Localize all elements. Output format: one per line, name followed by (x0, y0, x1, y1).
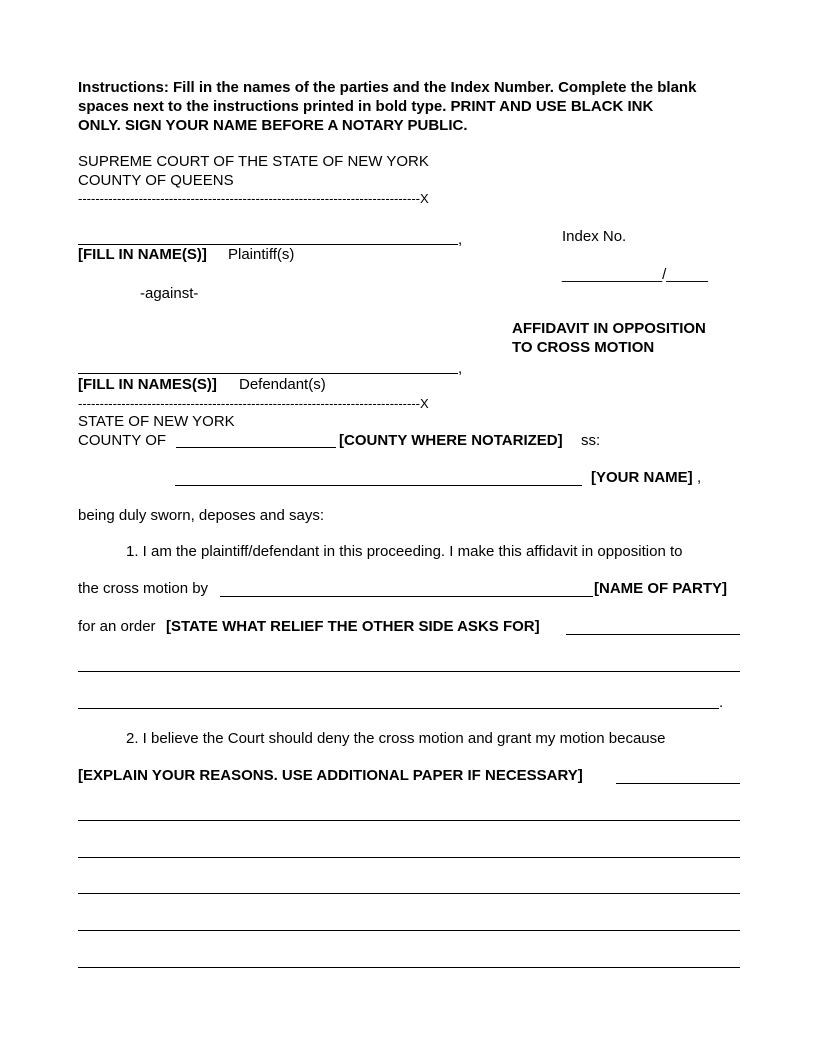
defendant-role: Defendant(s) (239, 376, 326, 393)
reasons-blank-4[interactable] (78, 893, 740, 894)
relief-period: . (719, 694, 724, 711)
paragraph-1-line-1: 1. I am the plaintiff/defendant in this proceeding. I make this affidavit in opposition to (126, 543, 683, 560)
index-number-blank[interactable]: ____________/_____ (562, 266, 708, 283)
against-label: -against- (140, 285, 199, 302)
paragraph-1-cross-motion-by: the cross motion by (78, 580, 209, 597)
document-title-line-1: AFFIDAVIT IN OPPOSITION (512, 320, 706, 337)
caption-separator-bottom: -------------------------------------------------------------------------------X (78, 396, 429, 411)
venue-county-label: COUNTY OF (78, 432, 167, 449)
relief-blank-1[interactable] (566, 634, 740, 635)
instructions-line-3: ONLY. SIGN YOUR NAME BEFORE A NOTARY PUBLIC. (78, 117, 468, 134)
instructions-line-1: Instructions: Fill in the names of the parties and the Index Number. Complete the blank (78, 79, 697, 96)
venue-ss: ss: (581, 432, 601, 449)
affiant-name-fill: [YOUR NAME] (591, 469, 693, 486)
paragraph-1-for-an-order: for an order (78, 618, 156, 635)
court-county: COUNTY OF QUEENS (78, 172, 234, 189)
paragraph-2-line-1: 2. I believe the Court should deny the cross motion and grant my motion because (126, 730, 666, 747)
reasons-blank-5[interactable] (78, 930, 740, 931)
index-label: Index No. (562, 228, 627, 245)
relief-blank-2[interactable] (78, 671, 740, 672)
plaintiff-role: Plaintiff(s) (228, 246, 295, 263)
caption-separator-top: -------------------------------------------------------------------------------X (78, 191, 429, 206)
sworn-statement: being duly sworn, deposes and says: (78, 507, 324, 524)
venue-state: STATE OF NEW YORK (78, 413, 235, 430)
reasons-blank-2[interactable] (78, 820, 740, 821)
defendant-name-blank[interactable] (78, 373, 458, 374)
instructions-line-2: spaces next to the instructions printed in bold type. PRINT AND USE BLACK INK (78, 98, 654, 115)
venue-county-blank[interactable] (176, 447, 336, 448)
relief-blank-3[interactable] (78, 708, 719, 709)
affiant-comma: , (697, 469, 702, 486)
plaintiff-fill-label: [FILL IN NAME(S)] (78, 246, 207, 263)
document-title-line-2: TO CROSS MOTION (512, 339, 655, 356)
plaintiff-comma: , (458, 231, 463, 248)
plaintiff-name-blank[interactable] (78, 244, 458, 245)
defendant-comma: , (458, 360, 463, 377)
reasons-blank-1[interactable] (616, 783, 740, 784)
reasons-fill: [EXPLAIN YOUR REASONS. USE ADDITIONAL PAPER IF NECESSARY] (78, 767, 583, 784)
reasons-blank-3[interactable] (78, 857, 740, 858)
affiant-name-blank[interactable] (175, 485, 582, 486)
relief-fill: [STATE WHAT RELIEF THE OTHER SIDE ASKS FOR] (166, 618, 540, 635)
defendant-fill-label: [FILL IN NAMES(S)] (78, 376, 217, 393)
party-name-fill: [NAME OF PARTY] (594, 580, 728, 597)
party-name-blank[interactable] (220, 596, 593, 597)
venue-county-fill: [COUNTY WHERE NOTARIZED] (339, 432, 563, 449)
court-name: SUPREME COURT OF THE STATE OF NEW YORK (78, 153, 429, 170)
reasons-blank-6[interactable] (78, 967, 740, 968)
